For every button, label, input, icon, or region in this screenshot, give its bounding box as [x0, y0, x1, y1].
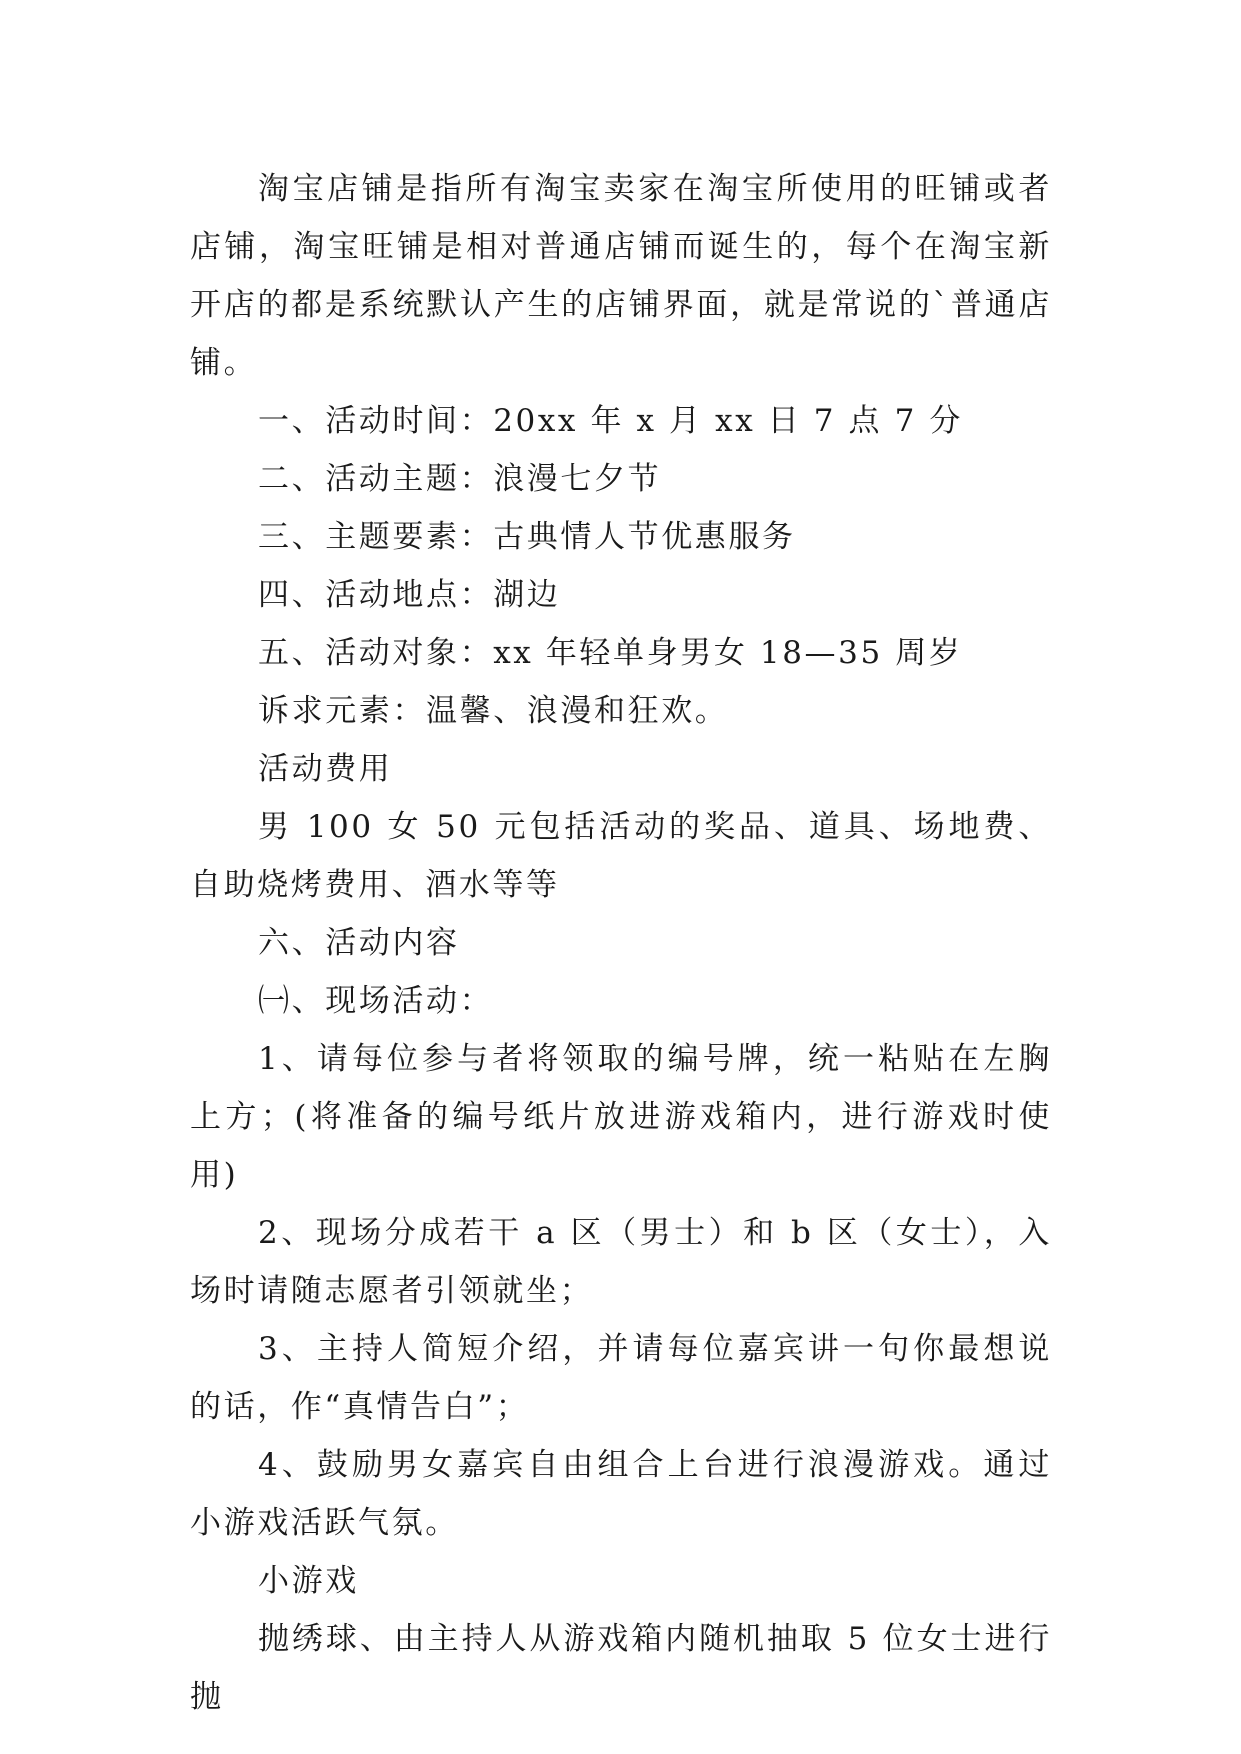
activity-theme: 二、活动主题：浪漫七夕节: [258, 461, 662, 497]
appeal-elements: 诉求元素：温馨、浪漫和狂欢。: [258, 693, 729, 729]
list-item: 1、请每位参与者将领取的编号牌，统一粘贴在左胸上方；(将准备的编号纸片放进游戏箱内，进行游戏时使用): [190, 1041, 1052, 1193]
document-body: [190, 160, 1052, 1726]
list-item: 2、现场分成若干 a 区（男士）和 b 区（女士），入场时请随志愿者引领就坐；: [190, 1215, 1052, 1309]
list-item: 4、鼓励男女嘉宾自由组合上台进行浪漫游戏。通过小游戏活跃气氛。: [190, 1447, 1052, 1541]
activity-time: 一、活动时间：20xx 年 x 月 xx 日 7 点 7 分: [258, 403, 963, 439]
activity-audience: 五、活动对象：xx 年轻单身男女 18—35 周岁: [258, 635, 963, 671]
activity-cost-heading: 活动费用: [258, 751, 393, 787]
mini-game-heading: 小游戏: [258, 1563, 359, 1599]
activity-location: 四、活动地点：湖边: [258, 577, 561, 613]
mini-game-detail: 抛绣球、由主持人从游戏箱内随机抽取 5 位女士进行抛: [190, 1621, 1052, 1715]
theme-elements: 三、主题要素：古典情人节优惠服务: [258, 519, 796, 555]
intro-paragraph: 淘宝店铺是指所有淘宝卖家在淘宝所使用的旺铺或者店铺，淘宝旺铺是相对普通店铺而诞生的，每个在淘宝新开店的都是系统默认产生的店铺界面，就是常说的`普通店铺。: [190, 171, 1052, 381]
onsite-activity-heading: ㈠、现场活动：: [258, 983, 494, 1019]
activity-content-heading: 六、活动内容: [258, 925, 460, 961]
activity-cost-detail: 男 100 女 50 元包括活动的奖品、道具、场地费、自助烧烤费用、酒水等等: [190, 809, 1052, 903]
list-item: 3、主持人简短介绍，并请每位嘉宾讲一句你最想说的话，作“真情告白”；: [190, 1331, 1052, 1425]
